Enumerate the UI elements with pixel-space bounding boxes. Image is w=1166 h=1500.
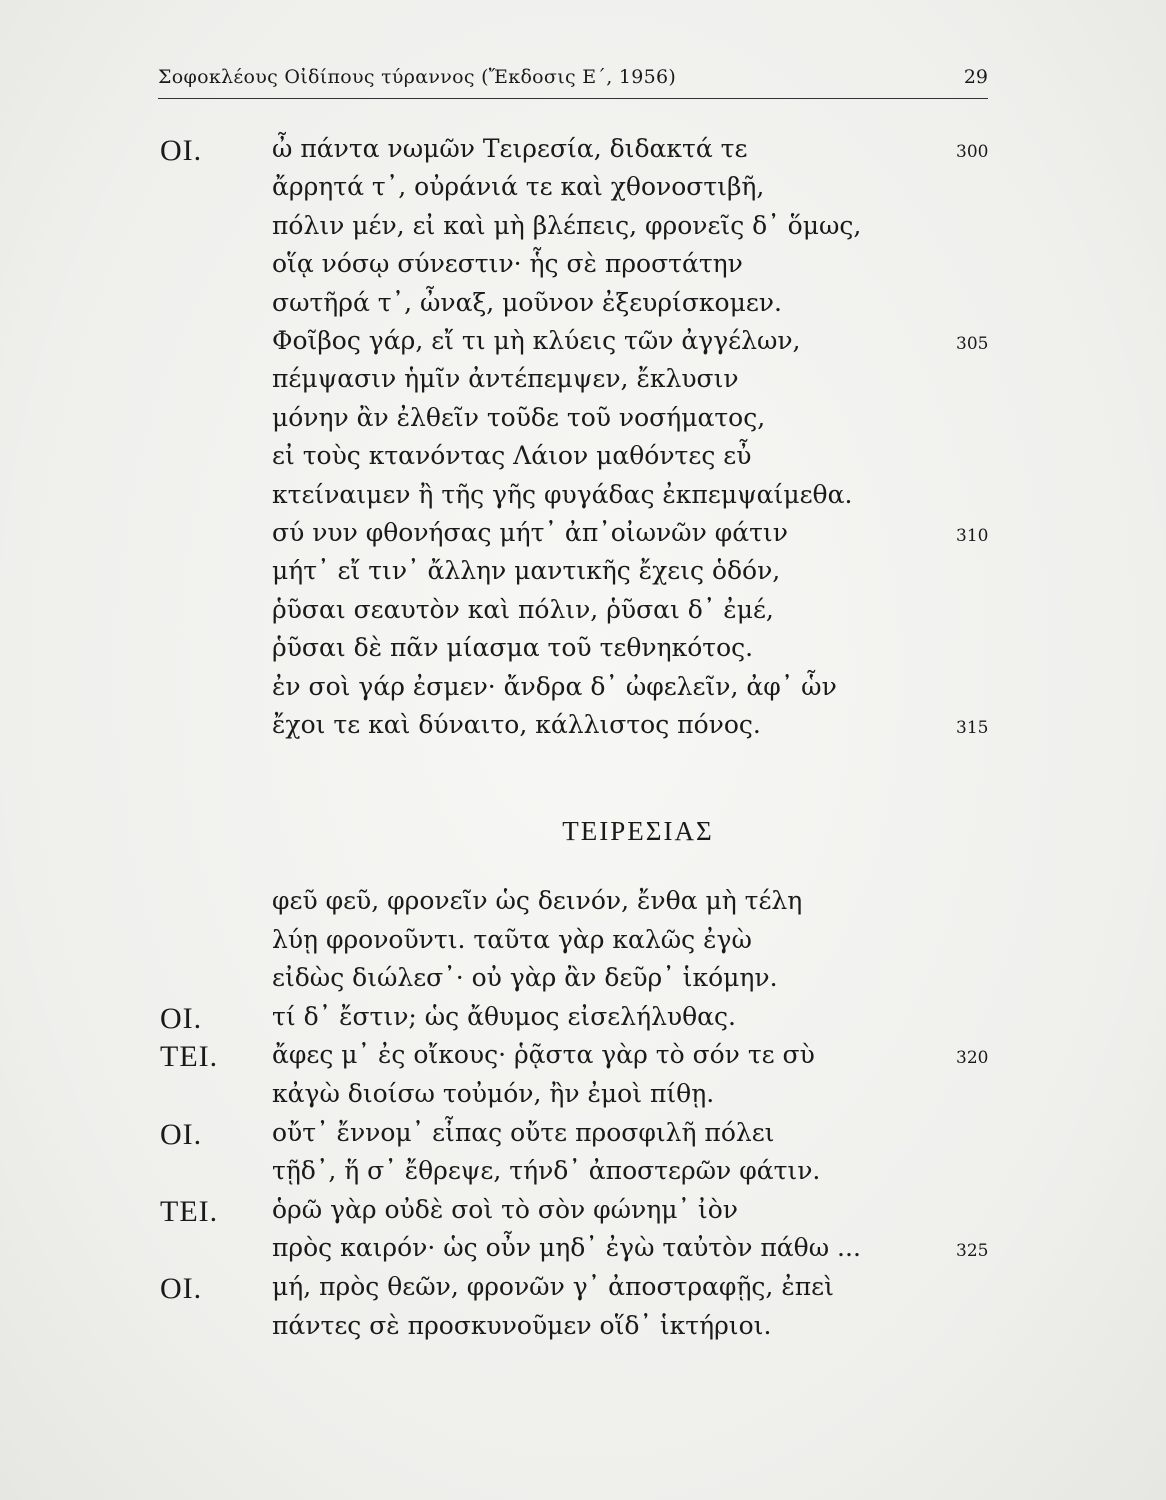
verse-line <box>0 556 1166 596</box>
verse-text: ἔχοι τε καὶ δύναιτο, κάλλιστος πόνος. <box>272 710 761 739</box>
verse-text: ἄρρητά τ᾽, οὐράνιά τε καὶ χθονοστιβῆ, <box>272 172 765 202</box>
running-title: Σοφοκλέους Οἰδίπους τύραννος (Ἔκδοσις Ε΄, 1956) <box>158 66 677 88</box>
verse-text: πρὸς καιρόν· ὡς οὖν μηδ᾽ ἐγὼ ταὐτὸν πάθω ... <box>272 1233 861 1263</box>
verse-line <box>0 1040 1166 1080</box>
running-header <box>158 62 988 99</box>
verse-text: ἄφες μ᾽ ἐς οἴκους· ῥᾷστα γὰρ τὸ σόν τε σὺ <box>272 1040 815 1070</box>
speaker-label: ΤΕΙ. <box>160 1040 219 1074</box>
verse-text: ἐν σοὶ γάρ ἐσμεν· ἄνδρα δ᾽ ὠφελεῖν, ἀφ᾽ ὧν <box>272 671 837 701</box>
verse-line <box>0 1195 1166 1235</box>
verse-line <box>0 518 1166 558</box>
verse-text: πόλιν μέν, εἰ καὶ μὴ βλέπεις, φρονεῖς δ᾽ ὅμως, <box>272 210 862 240</box>
verse-line <box>0 480 1166 520</box>
verse-line <box>0 326 1166 366</box>
verse-line <box>0 595 1166 635</box>
verse-line <box>0 1156 1166 1196</box>
verse-line <box>0 1002 1166 1042</box>
line-number: 320 <box>956 1048 989 1069</box>
verse-line <box>0 1272 1166 1312</box>
verse-text: οἵᾳ νόσῳ σύνεστιν· ἧς σὲ προστάτην <box>272 249 743 279</box>
verse-line <box>0 886 1166 926</box>
verse-line <box>0 172 1166 212</box>
verse-line <box>0 441 1166 481</box>
verse-text: μόνην ἂν ἐλθεῖν τοῦδε τοῦ νοσήματος, <box>272 402 766 432</box>
verse-line <box>0 364 1166 404</box>
verse-text: σύ νυν φθονήσας μήτ᾽ ἀπ᾽οἰωνῶν φάτιν <box>272 518 788 547</box>
verse-text: σωτῆρά τ᾽, ὦναξ, μοῦνον ἐξευρίσκομεν. <box>272 287 782 317</box>
verse-text: μήτ᾽ εἴ τιν᾽ ἄλλην μαντικῆς ἔχεις ὁδόν, <box>272 556 781 586</box>
verse-line <box>0 1118 1166 1158</box>
verse-text: κτείναιμεν ἢ τῆς γῆς φυγάδας ἐκπεμψαίμεθα. <box>272 479 853 509</box>
page-number: 29 <box>963 66 988 88</box>
verse-text: τί δ᾽ ἔστιν; ὡς ἄθυμος εἰσελήλυθας. <box>272 1001 736 1031</box>
verse-text: κἀγὼ διοίσω τοὐμόν, ἢν ἐμοὶ πίθῃ. <box>272 1079 715 1108</box>
verse-line <box>0 710 1166 750</box>
speaker-label: ΟΙ. <box>160 1117 203 1151</box>
speaker-label: ΤΕΙ. <box>160 1194 219 1228</box>
verse-line <box>0 288 1166 328</box>
verse-line <box>0 211 1166 251</box>
verse-line <box>0 925 1166 965</box>
verse-text: πέμψασιν ἡμῖν ἀντέπεμψεν, ἔκλυσιν <box>272 364 739 394</box>
verse-text: ὁρῶ γὰρ οὐδὲ σοὶ τὸ σὸν φώνημ᾽ ἰὸν <box>272 1194 738 1224</box>
verse-text: οὔτ᾽ ἔννομ᾽ εἶπας οὔτε προσφιλῆ πόλει <box>272 1117 775 1147</box>
verse-text: πάντες σὲ προσκυνοῦμεν οἵδ᾽ ἱκτήριοι. <box>272 1310 772 1340</box>
verse-text: φεῦ φεῦ, φρονεῖν ὡς δεινόν, ἔνθα μὴ τέλη <box>272 886 803 915</box>
verse-text: εἰ τοὺς κτανόντας Λάιον μαθόντες εὖ <box>272 441 752 471</box>
line-number: 310 <box>956 526 989 546</box>
verse-line <box>0 134 1166 174</box>
line-number: 300 <box>956 142 989 162</box>
verse-line <box>0 633 1166 673</box>
verse-line <box>0 1233 1166 1273</box>
verse-text: εἰδὼς διώλεσ᾽· οὐ γὰρ ἂν δεῦρ᾽ ἱκόμην. <box>272 963 778 993</box>
line-number: 325 <box>956 1241 989 1262</box>
verse-line <box>0 403 1166 443</box>
verse-line <box>0 672 1166 712</box>
verse-text: τῇδ᾽, ἥ σ᾽ ἔθρεψε, τήνδ᾽ ἀποστερῶν φάτιν. <box>272 1156 821 1186</box>
verse-text: ῥῦσαι σεαυτὸν καὶ πόλιν, ῥῦσαι δ᾽ ἐμέ, <box>272 594 774 624</box>
line-number: 305 <box>956 334 989 354</box>
speaker-label: ΟΙ. <box>160 1272 203 1305</box>
speaker-label: ΟΙ. <box>160 134 203 167</box>
verse-text: ῥῦσαι δὲ πᾶν μίασμα τοῦ τεθνηκότος. <box>272 633 754 663</box>
section-heading: ΤΕΙΡΕΣΙΑΣ <box>562 816 714 846</box>
verse-text: ὦ πάντα νωμῶν Τειρεσία, διδακτά τε <box>272 134 748 163</box>
verse-line <box>0 1311 1166 1351</box>
verse-text: λύῃ φρονοῦντι. ταῦτα γὰρ καλῶς ἐγὼ <box>272 924 752 954</box>
line-number: 315 <box>956 718 989 738</box>
verse-text: μή, πρὸς θεῶν, φρονῶν γ᾽ ἀποστραφῇς, ἐπεὶ <box>272 1272 834 1301</box>
verse-line <box>0 1079 1166 1119</box>
verse-line <box>0 249 1166 289</box>
verse-line <box>0 963 1166 1003</box>
verse-text: Φοῖβος γάρ, εἴ τι μὴ κλύεις τῶν ἀγγέλων, <box>272 326 801 355</box>
speaker-label: ΟΙ. <box>160 1001 203 1035</box>
